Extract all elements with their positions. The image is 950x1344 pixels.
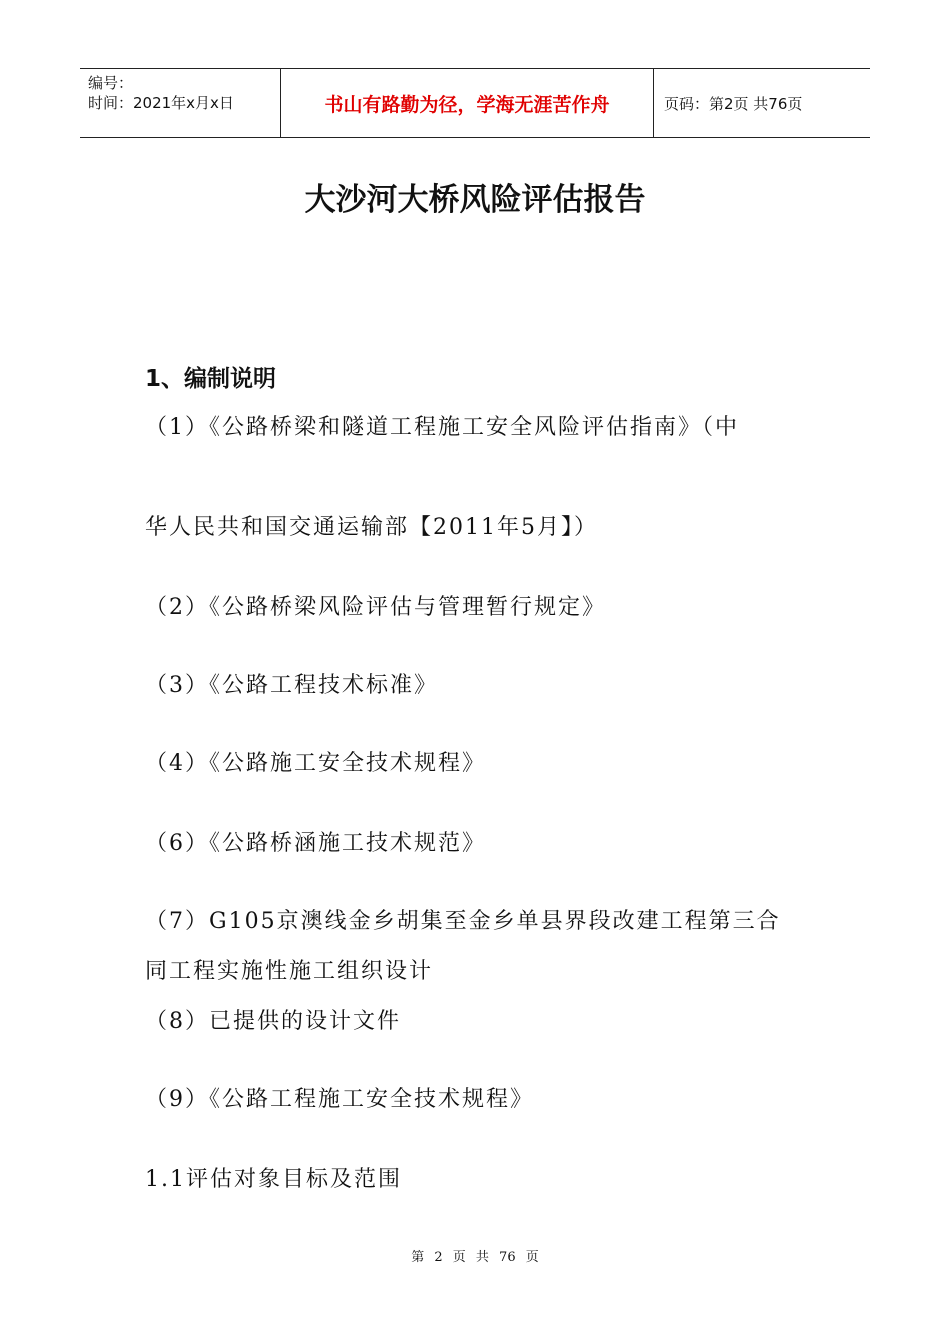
document-title: 大沙河大桥风险评估报告 [304, 182, 646, 218]
reference-line-7-cont: 同工程实施性施工组织设计 [145, 959, 434, 984]
reference-line-1: （1）《公路桥梁和隧道工程施工安全风险评估指南》（中 [145, 415, 739, 440]
header-page-cell [654, 69, 870, 137]
subsection-heading: 1.1评估对象目标及范围 [145, 1167, 402, 1192]
section-heading: 1、编制说明 [145, 366, 277, 392]
header-page-number: 页码：第2页 共76页 [664, 94, 803, 113]
reference-line-4: （4）《公路施工安全技术规程》 [145, 751, 486, 776]
page-header [80, 68, 870, 138]
date-label: 时间：2021年x月x日 [88, 94, 234, 112]
reference-line-1-cont: 华人民共和国交通运输部【2011年5月】） [145, 515, 598, 540]
header-meta [80, 69, 280, 137]
header-motto-cell [280, 69, 654, 137]
reference-line-7: （7）G105京澳线金乡胡集至金乡单县界段改建工程第三合 [145, 909, 781, 934]
reference-line-3: （3）《公路工程技术标准》 [145, 673, 438, 698]
reference-line-2: （2）《公路桥梁风险评估与管理暂行规定》 [145, 595, 606, 620]
reference-line-6: （6）《公路桥涵施工技术规范》 [145, 831, 486, 856]
serial-number-label: 编号： [88, 74, 134, 92]
reference-line-8: （8）已提供的设计文件 [145, 1009, 401, 1034]
header-motto: 书山有路勤为径，学海无涯苦作舟 [324, 93, 610, 116]
reference-line-9: （9）《公路工程施工安全技术规程》 [145, 1087, 534, 1112]
page-footer: 第 2 页 共 76 页 [411, 1250, 539, 1265]
